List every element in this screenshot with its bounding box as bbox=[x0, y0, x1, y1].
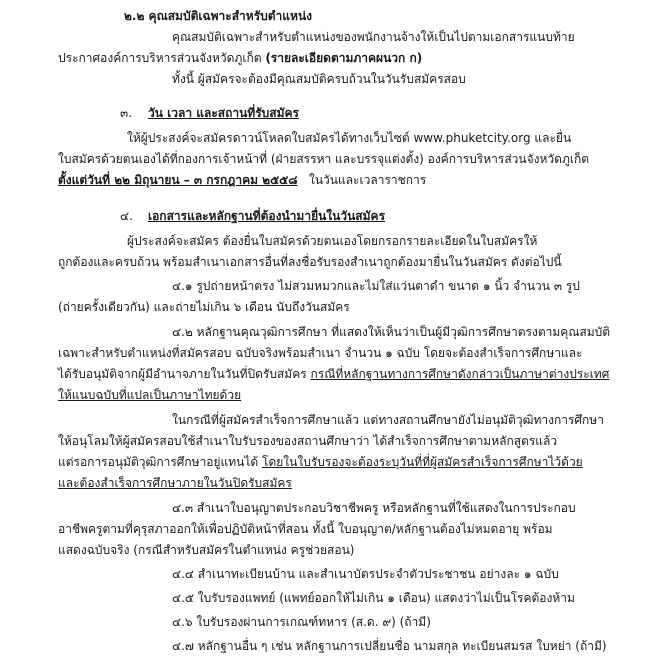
paragraph-line: ทั้งนี้ ผู้สมัครจะต้องมีคุณสมบัติครบถ้วนในวันรับสมัครสอบ bbox=[172, 72, 466, 86]
list-item: ๔.๕ ใบรับรองแพทย์ (แพทย์ออกให้ไม่เกิน ๑ เดือน) แสดงว่าไม่เป็นโรคต้องห้าม bbox=[172, 591, 575, 605]
paragraph-line bbox=[58, 48, 422, 68]
foreign-language-note: กรณีที่หลักฐานทางการศึกษาดังกล่าวเป็นภาษาต่างประเทศ bbox=[310, 367, 610, 381]
paragraph-line: ถูกต้องและครบถ้วน พร้อมสำเนาเอกสารอื่นที่ลงชื่อรับรองสำเนาถูกต้องมายื่นในวันสมัคร ดังต่อไปนี้ bbox=[58, 255, 562, 269]
list-item-continued: (ถ่ายครั้งเดียวกัน) และถ่ายไม่เกิน ๖ เดือน นับถึงวันสมัคร bbox=[58, 300, 350, 314]
section-3-number: ๓. bbox=[120, 106, 133, 120]
list-item-continued: เฉพาะสำหรับตำแหน่งที่สมัครสอบ ฉบับจริงพร้อมสำเนา จำนวน ๑ ฉบับ โดยจะต้องสำเร็จการศึกษาและ bbox=[58, 346, 583, 360]
graduation-deadline-note: และต้องสำเร็จการศึกษาภายในวันปิดรับสมัคร bbox=[58, 476, 292, 490]
list-item-continued bbox=[58, 364, 609, 384]
paragraph-text: แต่รอการอนุมัติวุฒิการศึกษาอยู่แทนได้ bbox=[58, 455, 263, 469]
paragraph-line bbox=[58, 452, 583, 472]
list-item: ๔.๓ สำเนาใบอนุญาตประกอบวิชาชีพครู หรือหลักฐานที่ใช้แสดงในการประกอบ bbox=[172, 501, 576, 515]
paragraph-line: ให้อนุโลมให้ผู้สมัครสอบใช้สำเนาใบรับรองของสถานศึกษาว่า ได้สำเร็จการศึกษาตามหลักสูตรแล้ว bbox=[58, 434, 558, 448]
list-item-continued: แสดงฉบับจริง (กรณีสำหรับสมัครในตำแหน่ง ครูช่วยสอน) bbox=[58, 543, 355, 557]
list-item: ๔.๒ หลักฐานคุณวุฒิการศึกษา ที่แสดงให้เห็นว่าเป็นผู้มีวุฒิการศึกษาตรงตามคุณสมบัติ bbox=[172, 325, 611, 339]
paragraph-line: ผู้ประสงค์จะสมัคร ต้องยื่นใบสมัครด้วยตนเองโดยกรอกรายละเอียดในใบสมัครให้ bbox=[127, 234, 538, 248]
paragraph-line: คุณสมบัติเฉพาะสำหรับตำแหน่งของพนักงานจ้างให้เป็นไปตามเอกสารแนบท้าย bbox=[172, 30, 575, 44]
paragraph-text: ในวันและเวลาราชการ bbox=[308, 173, 427, 187]
list-item: ๔.๗ หลักฐานอื่น ๆ เช่น หลักฐานการเปลี่ยนชื่อ นามสกุล ทะเบียนสมรส ใบหย่า (ถ้ามี) bbox=[172, 639, 607, 653]
paragraph-line: ใบสมัครด้วยตนเองได้ที่กองการเจ้าหน้าที่ (ฝ่ายสรรหา และบรรจุแต่งตั้ง) องค์การบริหารส่วนจังหวัดภูเก็ต bbox=[58, 152, 590, 166]
paragraph-text: ได้รับอนุมัติจากผู้มีอำนาจภายในวันที่ปิดรับสมัคร bbox=[58, 367, 311, 381]
paragraph-text: ประกาศองค์การบริหารส่วนจังหวัดภูเก็ต bbox=[58, 51, 266, 65]
certificate-date-note: โดยในใบรับรองจะต้องระบุวันที่ที่ผู้สมัครสำเร็จการศึกษาไว้ด้วย bbox=[262, 455, 583, 469]
list-item: ๔.๔ สำเนาทะเบียนบ้าน และสำเนาบัตรประจำตัวประชาชน อย่างละ ๑ ฉบับ bbox=[172, 567, 559, 581]
list-item-continued: อาชีพครูตามที่คุรุสภาออกให้เพื่อปฏิบัติหน้าที่สอน ทั้งนี้ ใบอนุญาต/หลักฐานต้องไม่หมดอายุ พร้อม bbox=[58, 522, 553, 536]
translation-note: ให้แนบฉบับที่แปลเป็นภาษาไทยด้วย bbox=[58, 388, 242, 402]
section-4-number: ๔. bbox=[120, 209, 133, 223]
list-item: ๔.๖ ใบรับรองผ่านการเกณฑ์ทหาร (ส.ด. ๙) (ถ้ามี) bbox=[172, 615, 431, 629]
application-period: ตั้งแต่วันที่ ๒๒ มิถุนายน – ๓ กรกฎาคม ๒๕๕๘ bbox=[58, 173, 298, 187]
section-2-2-heading: ๒.๒ คุณสมบัติเฉพาะสำหรับตำแหน่ง bbox=[124, 9, 313, 23]
section-4-heading: เอกสารและหลักฐานที่ต้องนำมายื่นในวันสมัคร bbox=[148, 209, 386, 223]
appendix-reference: (รายละเอียดตามภาคผนวก ก) bbox=[265, 51, 423, 65]
paragraph-line: ในกรณีที่ผู้สมัครสำเร็จการศึกษาแล้ว แต่ทางสถานศึกษายังไม่อนุมัติวุฒิทางการศึกษา bbox=[172, 413, 604, 427]
paragraph-line bbox=[58, 170, 426, 190]
list-item: ๔.๑ รูปถ่ายหน้าตรง ไม่สวมหมวกและไม่ใส่แว่นตาดำ ขนาด ๑ นิ้ว จำนวน ๓ รูป bbox=[172, 279, 580, 293]
section-3-heading: วัน เวลา และสถานที่รับสมัคร bbox=[148, 106, 299, 120]
paragraph-line: ให้ผู้ประสงค์จะสมัครดาวน์โหลดใบสมัครได้ทางเว็บไซต์ www.phuketcity.org และยื่น bbox=[127, 131, 572, 145]
